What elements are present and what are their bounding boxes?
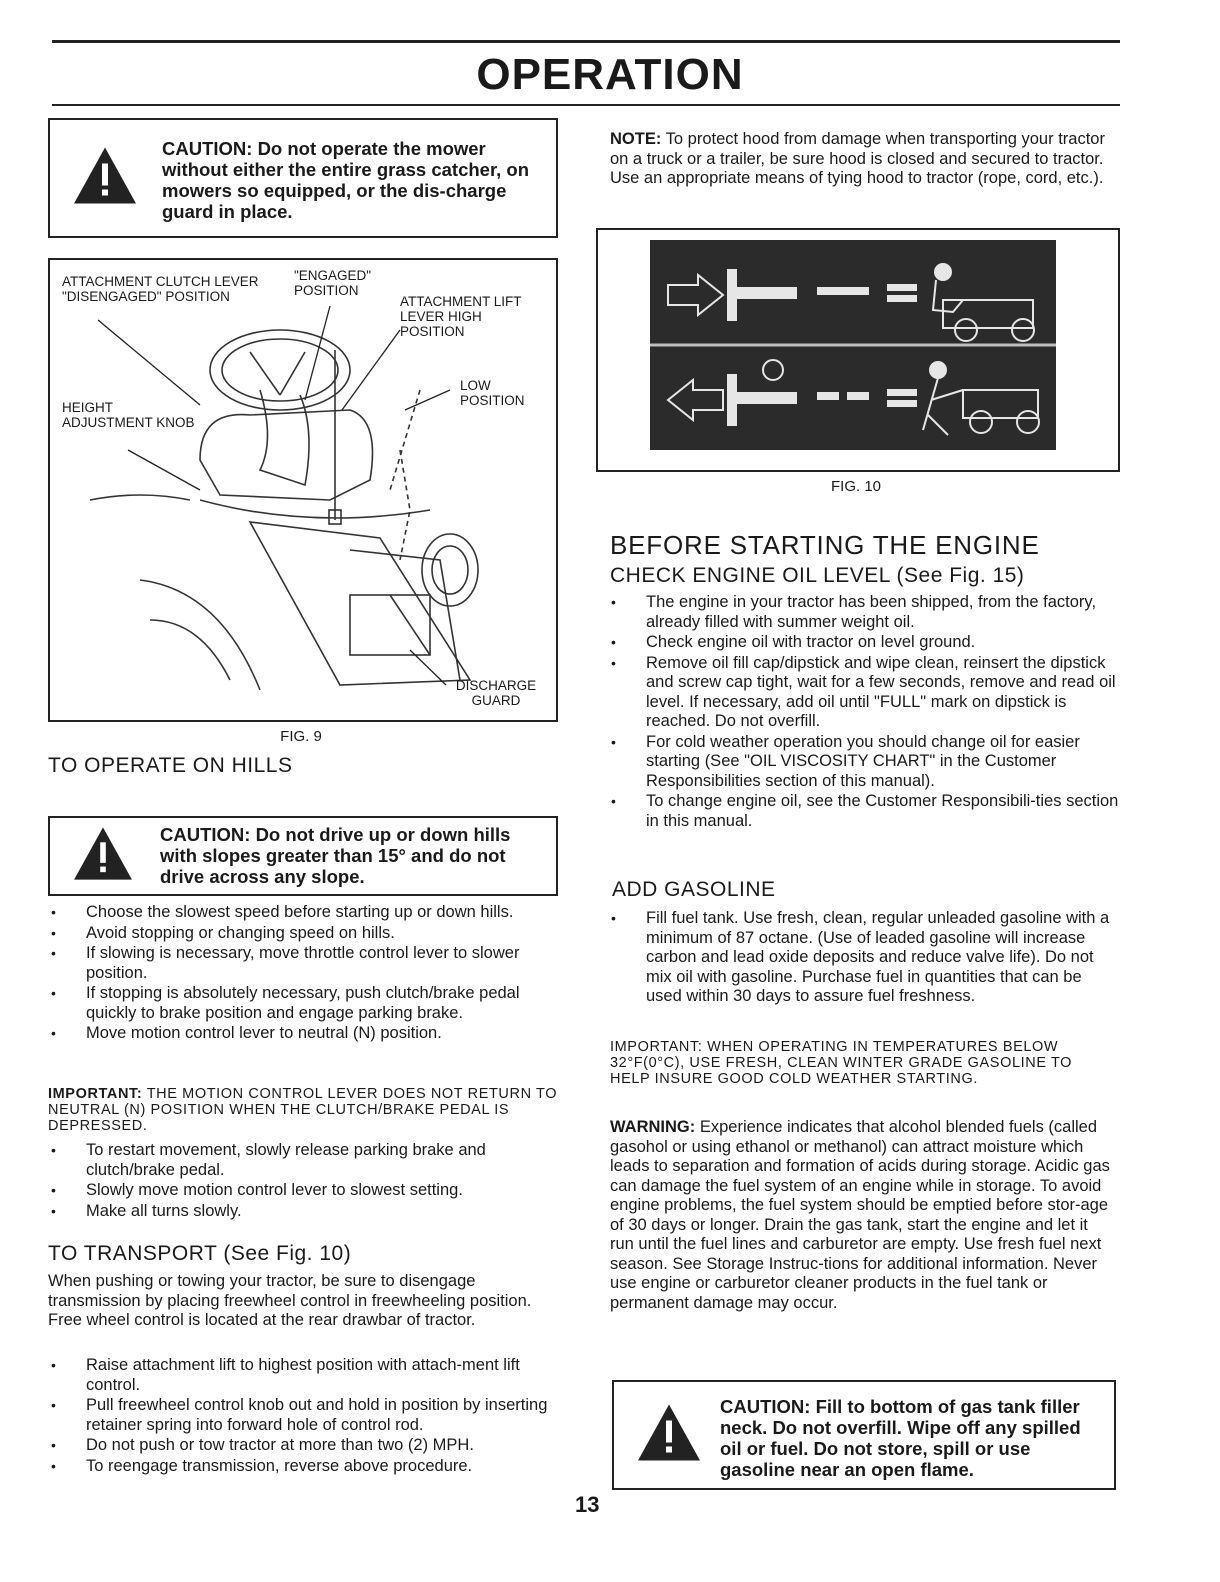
list-item: • Remove oil fill cap/dipstick and wipe clean, reinsert the dipstick and screw cap tight, wait for a few seconds, remove and read oil level. If necessary, add oil until "FULL" mark on dipstick is reached. Do not overfill.: [608, 654, 1120, 732]
list-item: • Avoid stopping or changing speed on hills.: [48, 924, 558, 944]
note-label: NOTE:: [610, 130, 662, 148]
caution-box-mower: [48, 118, 558, 238]
list-item: • Choose the slowest speed before starting up or down hills.: [48, 903, 558, 923]
fig9-label-engaged: "ENGAGED" POSITION: [294, 268, 372, 298]
before-starting-heading: BEFORE STARTING THE ENGINE: [610, 530, 1040, 560]
fig10-caption: FIG. 10: [830, 478, 882, 495]
warning-text: Experience indicates that alcohol blended fuels (called gasohol or using ethanol or methanol) can attract moisture which leads to separation and formation of acids during storage. Acidic gas can damage the fuel system of an engine while in storage. To avoid engine problems, the fuel system should be emptied before stor-age of 30 days or longer. Drain the gas tank, start the engine and let it run until the fuel lines and carburetor are empty. Use fresh fuel next season. See Storage Instruc-tions for additional information. Never use engine or carburetor cleaner products in the fuel tank or permanent damage may occur.: [610, 1118, 1110, 1312]
important-text: THE MOTION CONTROL LEVER DOES NOT RETURN TO NEUTRAL (N) POSITION WHEN THE CLUTCH/BRAKE PEDAL IS DEPRESSED.: [48, 1086, 558, 1134]
hills-bullet-list-2: [48, 1141, 558, 1222]
fig9-figure: [48, 258, 558, 722]
list-item: • The engine in your tractor has been shipped, from the factory, already filled with summer weight oil.: [608, 593, 1120, 632]
list-item: • Make all turns slowly.: [48, 1202, 558, 1222]
caution-box-gasoline: [612, 1380, 1116, 1490]
fig9-label-lift: ATTACHMENT LIFT LEVER HIGH POSITION: [400, 294, 522, 339]
transport-paragraph: When pushing or towing your tractor, be sure to disengage transmission by placing freewheel control in freewheeling position. Free wheel control is located at the rear drawbar of tractor.: [48, 1272, 532, 1329]
list-item: • Fill fuel tank. Use fresh, clean, regular unleaded gasoline with a minimum of 87 octane. (Use of leaded gasoline will increase carbon and lead oxide deposits and reduce valve life). Do not mix oil with gasoline. Purchase fuel in quantities that can be used within 30 days to assure fuel freshness.: [608, 909, 1120, 1007]
fig9-caption: FIG. 9: [280, 728, 322, 745]
hills-bullet-list: [48, 903, 558, 1045]
list-item: • Raise attachment lift to highest position with attach-ment lift control.: [48, 1356, 558, 1395]
list-item: • Check engine oil with tractor on level ground.: [608, 633, 1120, 653]
page-title: OPERATION: [476, 50, 744, 99]
page-number: 13: [575, 1492, 600, 1517]
transport-heading: TO TRANSPORT (See Fig. 10): [48, 1242, 352, 1265]
important-note-winter: IMPORTANT: WHEN OPERATING IN TEMPERATURES BELOW 32°F(0°C), USE FRESH, CLEAN WINTER GRADE GASOLINE TO HELP INSURE GOOD COLD WEATHER STARTING.: [610, 1039, 1073, 1087]
gasoline-bullet-list: [608, 909, 1120, 1008]
note-text: To protect hood from damage when transporting your tractor on a truck or a trailer, be sure hood is closed and secured to tractor. Use an appropriate means of tying hood to tractor (rope, cord, etc.).: [610, 130, 1105, 187]
important-note-motion: [48, 1086, 558, 1134]
list-item: • Move motion control lever to neutral (N) position.: [48, 1024, 558, 1044]
top-rule: [52, 40, 1120, 43]
hills-heading: TO OPERATE ON HILLS: [48, 754, 293, 777]
list-item: • Do not push or tow tractor at more than two (2) MPH.: [48, 1436, 558, 1456]
list-item: • If stopping is absolutely necessary, push clutch/brake pedal quickly to brake position and engage parking brake.: [48, 984, 558, 1023]
oil-bullet-list: [608, 593, 1120, 832]
add-gasoline-heading: ADD GASOLINE: [612, 878, 776, 901]
list-item: • Pull freewheel control knob out and hold in position by inserting retainer spring into forward hole of control rod.: [48, 1396, 558, 1435]
transport-diagram-illustration: [598, 230, 1118, 470]
list-item: • For cold weather operation you should change oil for easier starting (See "OIL VISCOSITY CHART" in the Customer Responsibilities section of this manual).: [608, 733, 1120, 792]
warning-label: WARNING:: [610, 1118, 696, 1136]
fig9-label-guard: DISCHARGE GUARD: [455, 678, 537, 708]
list-item: • If slowing is necessary, move throttle control lever to slower position.: [48, 944, 558, 983]
fig10-figure: [596, 228, 1120, 472]
warning-triangle-icon: [636, 1403, 702, 1468]
fig9-label-clutch: ATTACHMENT CLUTCH LEVER "DISENGAGED" POSITION: [62, 274, 259, 304]
oil-level-heading: CHECK ENGINE OIL LEVEL (See Fig. 15): [610, 564, 1025, 587]
warning-paragraph: [610, 1118, 1116, 1313]
list-item: • To reengage transmission, reverse above procedure.: [48, 1457, 558, 1477]
fig9-label-height: HEIGHT ADJUSTMENT KNOB: [62, 400, 195, 430]
caution-box-hills: [48, 816, 558, 896]
list-item: • To change engine oil, see the Customer Responsibili-ties section in this manual.: [608, 792, 1120, 831]
fig9-label-low: LOW POSITION: [460, 378, 525, 408]
caution-text-mower: CAUTION: Do not operate the mower without either the entire grass catcher, on mowers so equipped, or the dis-charge guard in place.: [162, 138, 530, 222]
list-item: • To restart movement, slowly release parking brake and clutch/brake pedal.: [48, 1141, 558, 1180]
transport-bullet-list: [48, 1356, 558, 1477]
warning-triangle-icon: [72, 146, 138, 211]
title-rule: [52, 104, 1120, 106]
list-item: • Slowly move motion control lever to slowest setting.: [48, 1181, 558, 1201]
caution-text-hills: CAUTION: Do not drive up or down hills with slopes greater than 15° and do not drive across any slope.: [160, 824, 511, 887]
note-paragraph: [610, 130, 1118, 189]
important-label: IMPORTANT:: [48, 1086, 143, 1102]
caution-text-gasoline: CAUTION: Fill to bottom of gas tank filler neck. Do not overfill. Wipe off any spilled oil or fuel. Do not store, spill or use gasoline near an open flame.: [720, 1396, 1081, 1480]
warning-triangle-icon: [72, 826, 134, 887]
